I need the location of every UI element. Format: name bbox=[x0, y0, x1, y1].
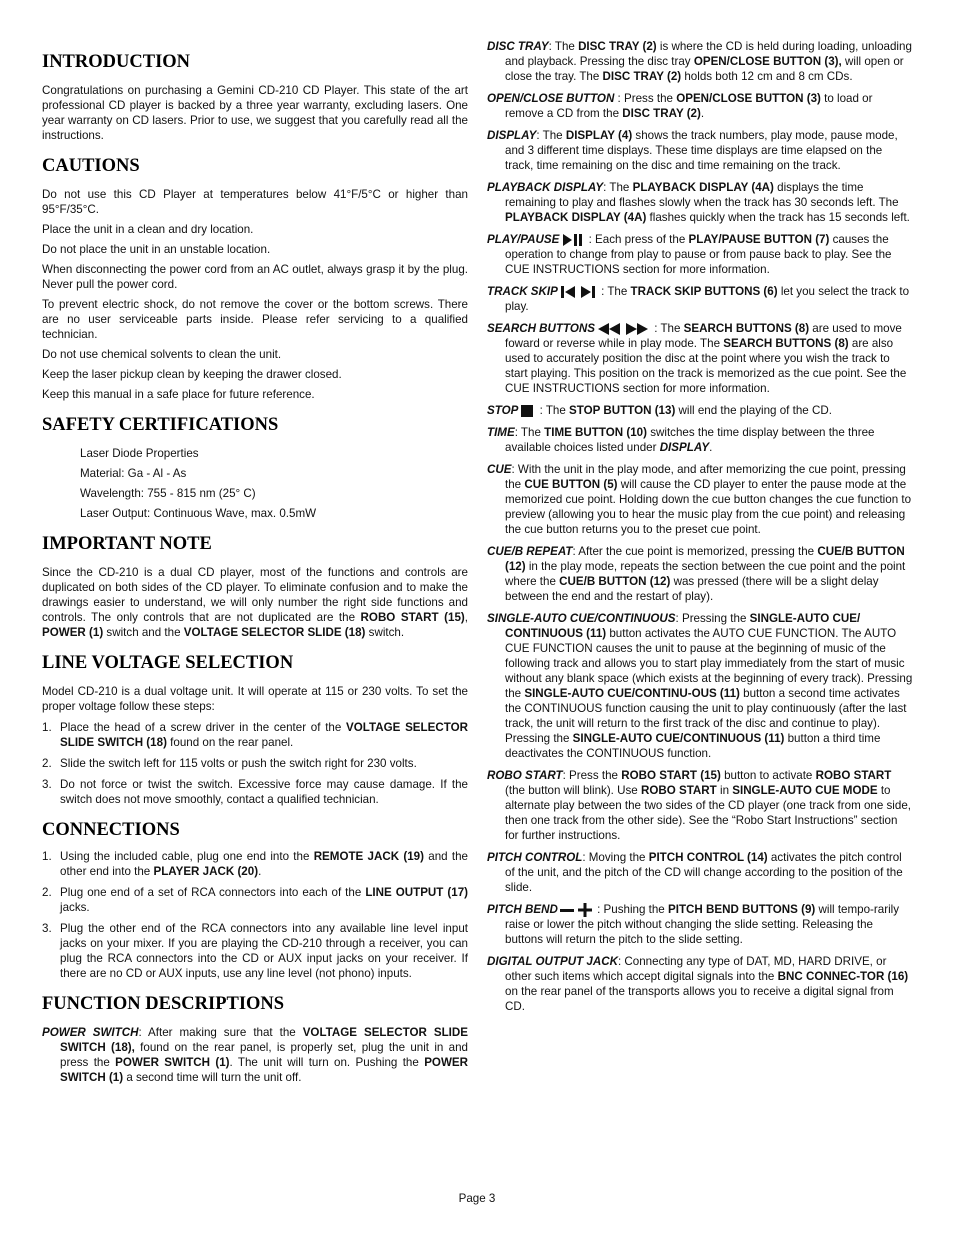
safety-item: Laser Output: Continuous Wave, max. 0.5mW bbox=[80, 507, 317, 520]
digital-output-description: DIGITAL OUTPUT JACK: Connecting any type of DAT, MD, HARD DRIVE, or other such items which accept digital signals into the BNC CONNEC-TOR (16) on the rear panel of the transports allows you to receive a digital signal from CD. bbox=[487, 955, 909, 1013]
stop-description: STOP : The STOP BUTTON (13) will end the playing of the CD. bbox=[487, 404, 832, 417]
single-auto-cue-description: SINGLE-AUTO CUE/CONTINUOUS: Pressing the SINGLE-AUTO CUE/ CONTINUOUS (11) button activates the AUTO CUE FUNCTION. The AUTO CUE FUNCTION causes the unit to pause at the beginning of music of the following track and allows you to start play immediately from the start of music without any blank space (which exists at the beginning of every track). Pressing the SINGLE-AUTO CUE/CONTINU-OUS (11) button a second time activates the CONTINUOUS function causing the unit to play continuously (after the last track, the unit will return to the first track of the disc and continue to play). Pressing the SINGLE-AUTO CUE/CONTINUOUS (11) button a third time deactivates the CONTINUOUS function. bbox=[487, 612, 913, 760]
pitch-control-description: PITCH CONTROL: Moving the PITCH CONTROL (14) activates the pitch control of the unit, and the pitch of the CD will change according to the position of the slide. bbox=[487, 851, 903, 894]
open-close-description: OPEN/CLOSE BUTTON : Press the OPEN/CLOSE BUTTON (3) to load or remove a CD from the DISC TRAY (2). bbox=[487, 92, 873, 120]
function-descriptions-heading: FUNCTION DESCRIPTIONS bbox=[42, 994, 285, 1014]
important-note-heading: IMPORTANT NOTE bbox=[42, 534, 212, 554]
stop-icon bbox=[520, 404, 534, 418]
safety-item: Laser Diode Properties bbox=[80, 447, 199, 460]
line-voltage-section bbox=[42, 653, 468, 807]
display-description: DISPLAY: The DISPLAY (4) shows the track numbers, play mode, pause mode, and 3 different time displays. These time displays are time elapsed on the track, time remaining on the disc and time remaining on the track. bbox=[487, 129, 898, 172]
caution-item: Keep this manual in a safe place for future reference. bbox=[42, 388, 315, 401]
caution-item: Keep the laser pickup clean by keeping the drawer closed. bbox=[42, 368, 342, 381]
pitch-bend-description: PITCH BEND : Pushing the PITCH BEND BUTTONS (9) will tempo-rarily raise or lower the pitch without changing the slide setting. Releasing the buttons will return the pitch to the slide setting. bbox=[487, 903, 900, 946]
cue-description: CUE: With the unit in the play mode, and after memorizing the cue point, pressing the CUE BUTTON (5) will cause the CD player to enter the pause mode at the memorized cue point. Holding down the cue button changes the cue function to preview (allowing you to hear the music play from the cue point) and releasing the cue button returns you to the preset cue point. bbox=[487, 463, 912, 536]
connection-steps bbox=[42, 849, 468, 981]
pitch-plus-icon bbox=[578, 903, 592, 917]
disc-tray-description: DISC TRAY: The DISC TRAY (2) is where the CD is held during loading, unloading and playback. Pressing the disc tray OPEN/CLOSE BUTTON (3), will open or close the tray. The DISC TRAY (2) holds both 12 cm and 8 cm CDs. bbox=[487, 40, 912, 83]
search-buttons-description: SEARCH BUTTONS : The SEARCH BUTTONS (8) are used to move foward or reverse while in play mode. The SEARCH BUTTONS (8) are also used to accurately position the disc at the point where you wish the track to start playing. This position on the track is memorized as the cue point. See the CUE INSTRUCTIONS section for more information. bbox=[487, 322, 907, 395]
robo-start-description: ROBO START: Press the ROBO START (15) button to activate ROBO START (the button will blink). Use ROBO START in SINGLE-AUTO CUE MODE to alternate play between the two sides of the CD player (one track from one side, then one track from the other side). See the “Robo Start Instructions” section for further instructions. bbox=[487, 769, 911, 842]
caution-item: When disconnecting the power cord from an AC outlet, always grasp it by the plug. Never pull the power cord. bbox=[42, 263, 468, 291]
track-skip-forward-icon bbox=[580, 285, 596, 299]
pitch-minus-icon bbox=[560, 904, 574, 916]
line-voltage-heading: LINE VOLTAGE SELECTION bbox=[42, 653, 294, 673]
caution-item: Do not place the unit in an unstable location. bbox=[42, 243, 271, 256]
track-skip-description: TRACK SKIP : The TRACK SKIP BUTTONS (6) let you select the track to play. bbox=[487, 285, 910, 313]
caution-item: Do not use this CD Player at temperatures below 41°F/5°C or higher than 95°F/35°C. bbox=[42, 188, 468, 216]
track-skip-back-icon bbox=[560, 285, 576, 299]
safety-item: Wavelength: 755 - 815 nm (25° C) bbox=[80, 487, 256, 500]
cautions-section bbox=[42, 156, 468, 402]
introduction-text: Congratulations on purchasing a Gemini CD-210 CD Player. This state of the art professional CD player is backed by a three year warranty, excluding lasers. One year warranty on CD lasers. Prior to use, we suggest that you carefully read all the instructions. bbox=[42, 84, 468, 142]
search-reverse-icon bbox=[597, 323, 621, 335]
connections-heading: CONNECTIONS bbox=[42, 820, 180, 840]
list-item: 1. Using the included cable, plug one end into the REMOTE JACK (19) and the other end into the PLAYER JACK (20). bbox=[42, 850, 468, 878]
important-note-text: Since the CD-210 is a dual CD player, most of the functions and controls are duplicated on both sides of the CD player. To eliminate confusion and to make the drawings easier to understand, we will only number the right side functions and controls. The only controls that are not duplicated are the ROBO START (15), POWER (1) switch and the VOLTAGE SELECTOR SLIDE (18) switch. bbox=[42, 566, 468, 639]
important-note-section bbox=[42, 534, 468, 640]
cue-b-repeat-description: CUE/B REPEAT: After the cue point is memorized, pressing the CUE/B BUTTON (12) in the play mode, repeats the section between the cue point and the point where the CUE/B BUTTON (12) was pressed (there will be a slight delay between the end and the restart of play). bbox=[487, 545, 906, 603]
play-pause-description: PLAY/PAUSE : Each press of the PLAY/PAUSE BUTTON (7) causes the operation to change from play to pause or from pause back to play. See the CUE INSTRUCTIONS section for more information. bbox=[487, 233, 892, 276]
time-description: TIME: The TIME BUTTON (10) switches the time display between the three available choices listed under DISPLAY. bbox=[487, 426, 875, 454]
list-item: 2. Slide the switch left for 115 volts or push the switch right for 230 volts. bbox=[42, 757, 417, 770]
playback-display-description: PLAYBACK DISPLAY: The PLAYBACK DISPLAY (4A) displays the time remaining to play and flashes slowly when the track has 30 seconds left. The PLAYBACK DISPLAY (4A) flashes quickly when the track has 15 seconds left. bbox=[487, 181, 910, 224]
caution-item: Do not use chemical solvents to clean the unit. bbox=[42, 348, 282, 361]
power-switch-description: POWER SWITCH: After making sure that the VOLTAGE SELECTOR SLIDE SWITCH (18), found on the rear panel, is properly set, plug the unit in and press the POWER SWITCH (1). The unit will turn on. Pushing the POWER SWITCH (1) a second time will turn the unit off. bbox=[42, 1026, 468, 1084]
line-voltage-text: Model CD-210 is a dual voltage unit. It will operate at 115 or 230 volts. To set the proper voltage follow these steps: bbox=[42, 685, 468, 713]
cautions-heading: CAUTIONS bbox=[42, 156, 140, 176]
safety-section bbox=[42, 415, 468, 521]
caution-item: To prevent electric shock, do not remove the cover or the bottom screws. There are no user serviceable parts inside. Please refer servicing to a qualified technician. bbox=[42, 298, 468, 341]
search-forward-icon bbox=[625, 323, 649, 335]
play-pause-icon bbox=[561, 233, 583, 247]
page-number: Page 3 bbox=[458, 1192, 496, 1205]
introduction-heading: INTRODUCTION bbox=[42, 52, 191, 72]
caution-item: Place the unit in a clean and dry location. bbox=[42, 223, 254, 236]
list-item: 3. Do not force or twist the switch. Excessive force may cause damage. If the switch does not move smoothly, contact a qualified technician. bbox=[42, 778, 468, 806]
left-column bbox=[42, 52, 468, 1092]
list-item: 1. Place the head of a screw driver in the center of the VOLTAGE SELECTOR SLIDE SWITCH (18) found on the rear panel. bbox=[42, 721, 468, 749]
function-descriptions-section bbox=[42, 994, 468, 1085]
list-item: 2. Plug one end of a set of RCA connectors into each of the LINE OUTPUT (17) jacks. bbox=[42, 886, 468, 914]
connections-section bbox=[42, 820, 468, 981]
safety-item: Material: Ga - Al - As bbox=[80, 467, 187, 480]
right-column bbox=[487, 39, 913, 1021]
list-item: 3. Plug the other end of the RCA connectors into any available line level input jacks on your mixer. If you are playing the CD-210 through a receiver, you can plug the RCA connectors into the CD or AUX input jacks on your receiver. If there are no CD or AUX inputs, use any line level (not phono) inputs. bbox=[42, 922, 468, 980]
safety-heading: SAFETY CERTIFICATIONS bbox=[42, 415, 279, 435]
introduction-section bbox=[42, 52, 468, 143]
voltage-steps bbox=[42, 720, 468, 807]
